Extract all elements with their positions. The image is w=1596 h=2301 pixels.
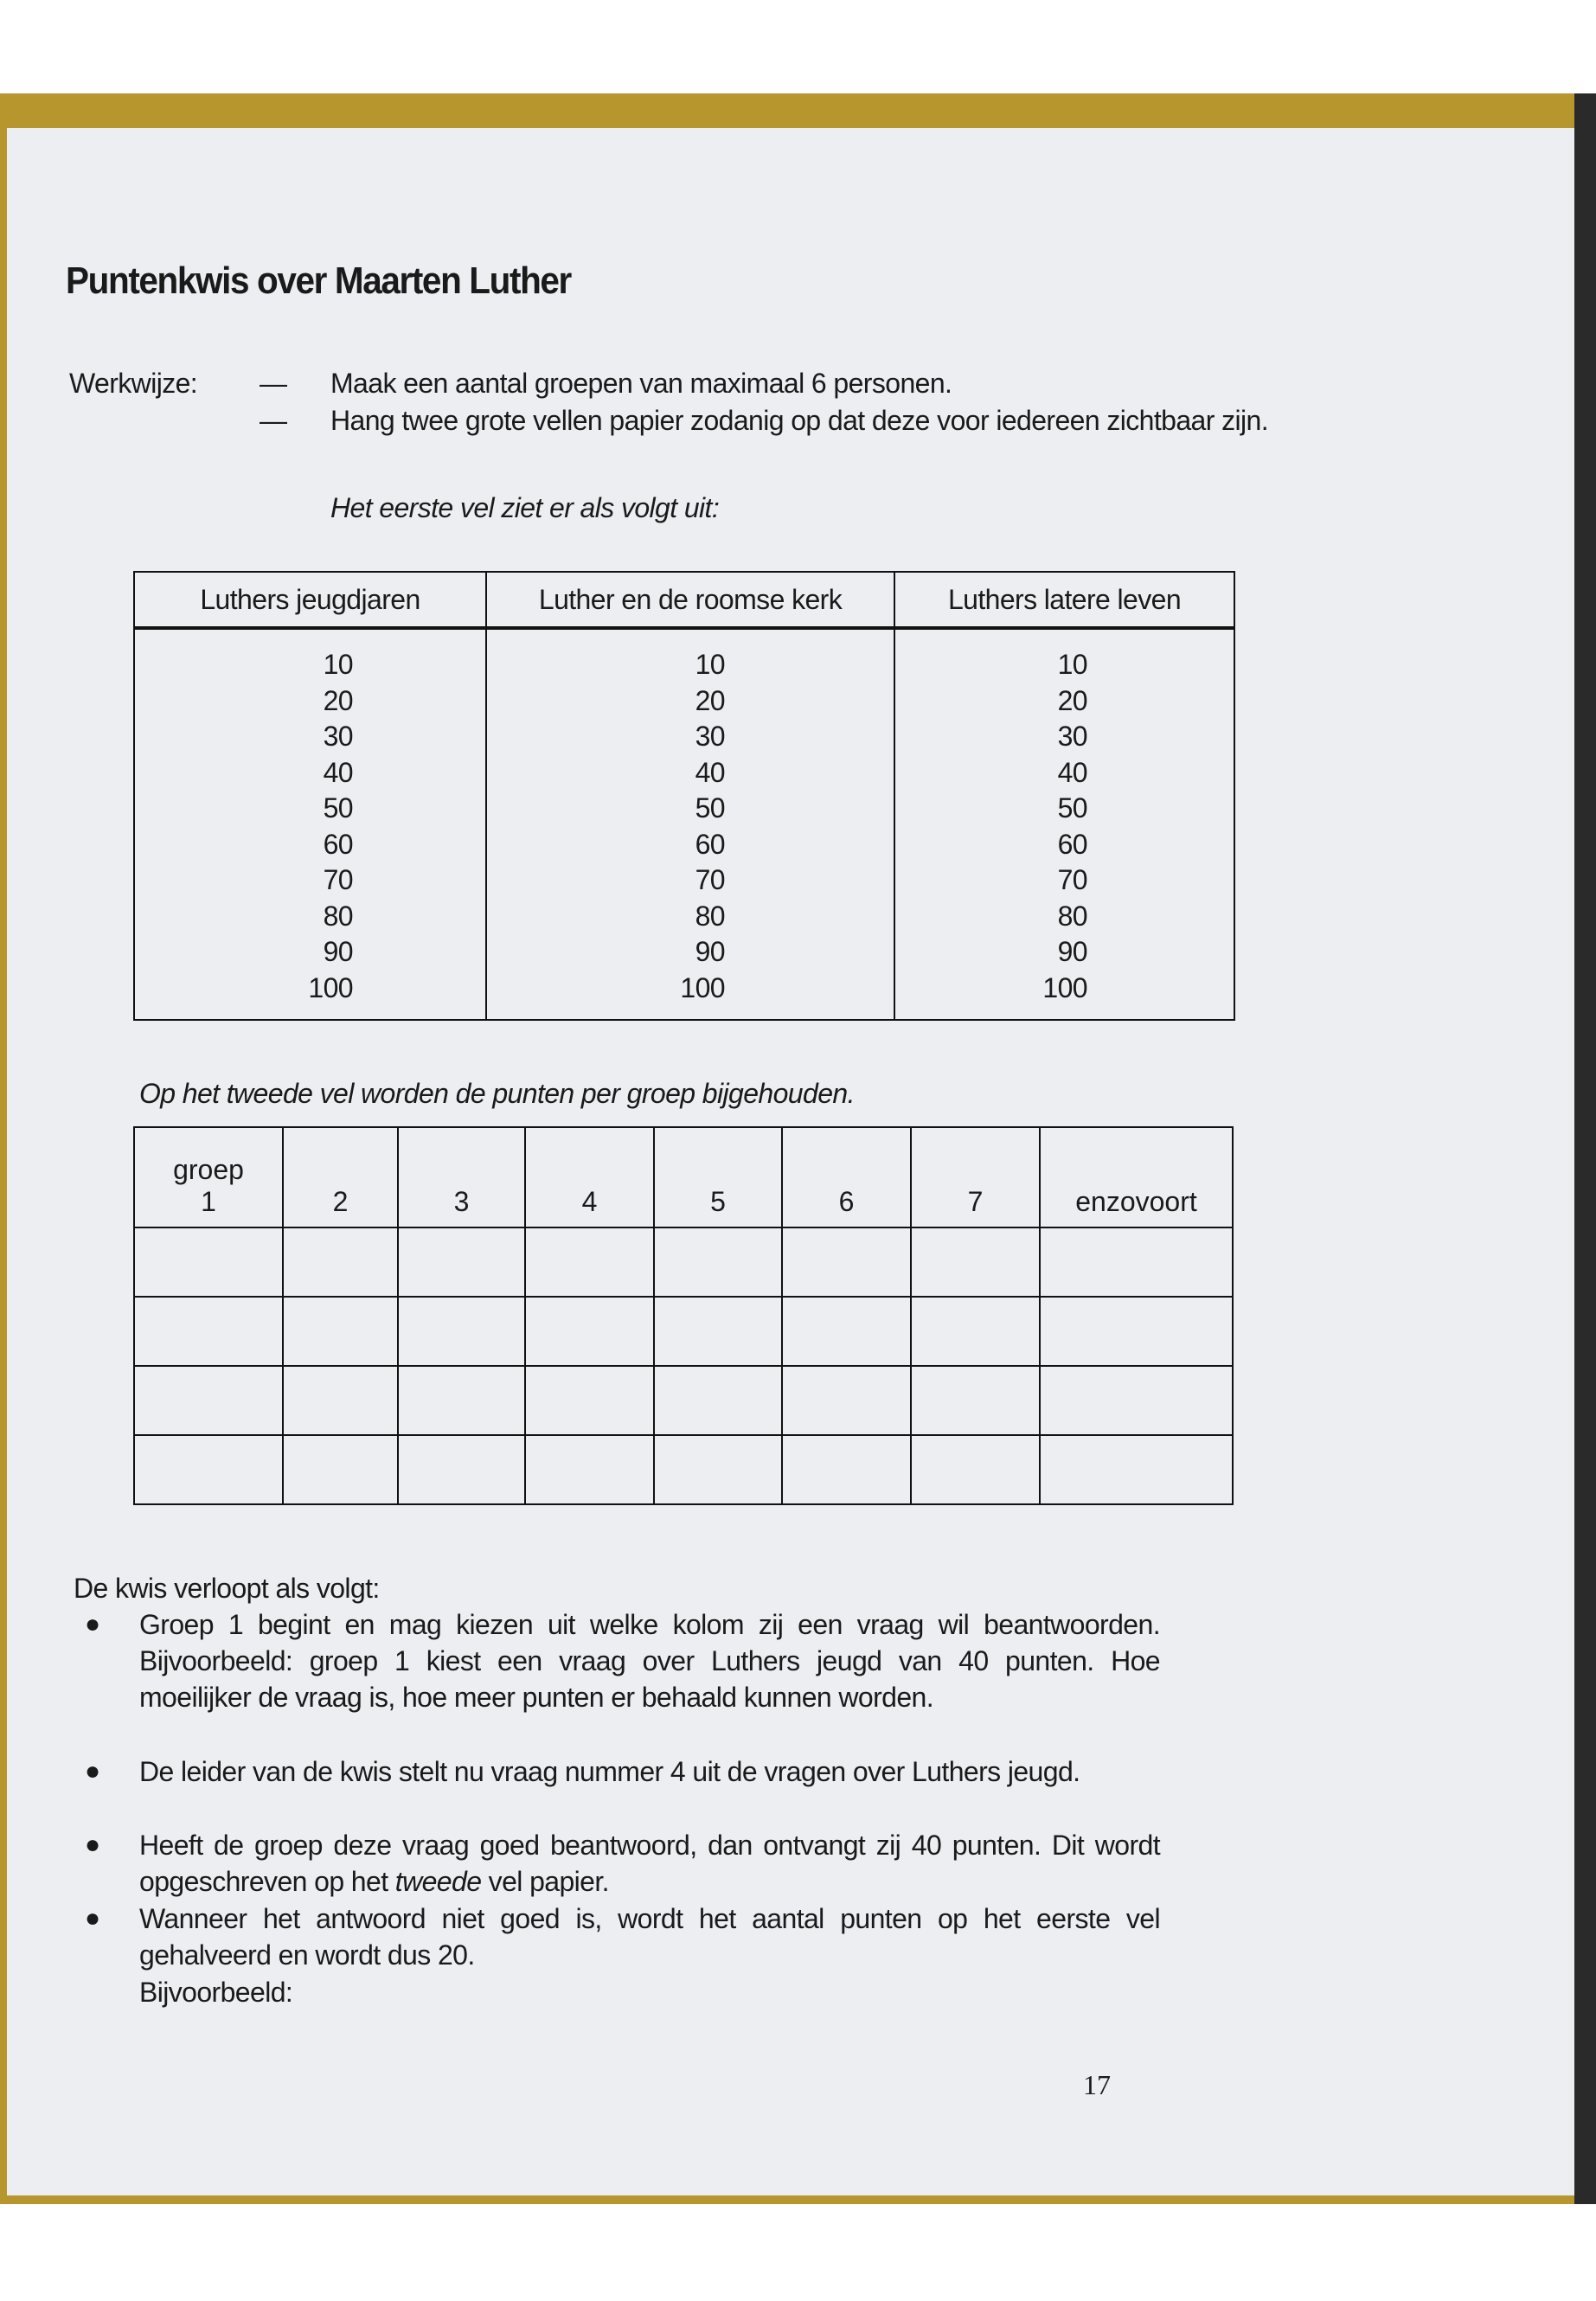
procedure-bullet: Heeft de groep deze vraag goed beantwoord, dan ontvangt zij 40 punten. Dit wordt opgeschreven op het tweede vel papier. [139, 1830, 1160, 1897]
points-value: 60 [1057, 828, 1087, 860]
group-header: 3 [398, 1127, 525, 1227]
procedure-bullet: Wanneer het antwoord niet goed is, wordt het aantal punten op het eerste vel gehalveerd en wordt dus 20. [139, 1903, 1160, 1971]
column-header: Luthers jeugdjaren [134, 572, 486, 628]
points-value: 20 [323, 684, 353, 716]
bullet-icon: ● [85, 1830, 100, 1859]
column-header: Luthers latere leven [894, 572, 1234, 628]
points-value: 60 [323, 828, 353, 860]
page-title: Puntenkwis over Maarten Luther [66, 260, 571, 302]
group-header: 7 [911, 1127, 1040, 1227]
score-row [134, 1435, 1233, 1504]
points-value: 70 [1057, 864, 1087, 895]
points-value: 80 [695, 900, 725, 932]
procedure-bullet: De leider van de kwis stelt nu vraag nummer 4 uit de vragen over Luthers jeugd. [139, 1756, 1080, 1787]
points-value: 20 [1057, 684, 1087, 716]
points-value: 80 [323, 900, 353, 932]
points-value: 10 [1057, 649, 1087, 680]
group-header: 6 [782, 1127, 911, 1227]
step-1: Maak een aantal groepen van maximaal 6 personen. [330, 368, 952, 399]
group-header: 4 [525, 1127, 654, 1227]
points-value: 10 [695, 649, 725, 680]
first-sheet-caption: Het eerste vel ziet er als volgt uit: [330, 492, 720, 523]
points-value: 40 [1057, 756, 1087, 788]
points-value: 100 [308, 971, 353, 1003]
group-label: groep [173, 1154, 244, 1185]
points-value: 100 [1042, 971, 1087, 1003]
points-value: 30 [695, 721, 725, 752]
group-header: enzovoort [1040, 1127, 1233, 1227]
points-value: 40 [323, 756, 353, 788]
points-value: 10 [323, 649, 353, 680]
second-sheet-table [133, 1126, 1234, 1505]
points-value: 40 [695, 756, 725, 788]
score-row [134, 1227, 1233, 1297]
points-column [486, 628, 894, 1020]
points-value: 50 [695, 792, 725, 824]
dash: — [260, 405, 287, 436]
points-column [134, 628, 486, 1020]
dash: — [260, 368, 287, 399]
score-row [134, 1297, 1233, 1366]
points-value: 60 [695, 828, 725, 860]
page-number: 17 [1083, 2069, 1111, 2100]
column-header: Luther en de roomse kerk [486, 572, 894, 628]
second-sheet-caption: Op het tweede vel worden de punten per groep bijgehouden. [139, 1078, 855, 1109]
bullet-icon: ● [85, 1904, 100, 1932]
points-value: 50 [323, 792, 353, 824]
points-column [894, 628, 1234, 1020]
points-value: 70 [323, 864, 353, 895]
example-label: Bijvoorbeeld: [139, 1977, 293, 2008]
points-value: 20 [695, 684, 725, 716]
points-value: 90 [323, 936, 353, 967]
points-value: 30 [323, 721, 353, 752]
points-value: 80 [1057, 900, 1087, 932]
points-value: 50 [1057, 792, 1087, 824]
points-value: 90 [695, 936, 725, 967]
group-header: 2 [283, 1127, 398, 1227]
procedure-bullet: Groep 1 begint en mag kiezen uit welke kolom zij een vraag wil beantwoorden. Bijvoorbeeld: groep 1 kiest een vraag over Luthers jeugd van 40 punten. Hoe moeilijker de vraag is, hoe meer punten er behaald kunnen worden. [139, 1609, 1160, 1713]
points-value: 70 [695, 864, 725, 895]
score-row [134, 1366, 1233, 1435]
group-header: 5 [654, 1127, 782, 1227]
bullet-icon: ● [85, 1610, 100, 1638]
group-header [134, 1127, 283, 1227]
procedure-intro: De kwis verloopt als volgt: [74, 1573, 380, 1604]
bullet-icon: ● [85, 1757, 100, 1785]
group-number: 1 [201, 1186, 216, 1217]
first-sheet-table [133, 571, 1235, 1021]
werkwijze-label: Werkwijze: [69, 368, 198, 399]
points-value: 30 [1057, 721, 1087, 752]
points-value: 100 [680, 971, 725, 1003]
step-2: Hang twee grote vellen papier zodanig op dat deze voor iedereen zichtbaar zijn. [330, 405, 1268, 436]
points-value: 90 [1057, 936, 1087, 967]
book-edge [1574, 93, 1596, 2204]
